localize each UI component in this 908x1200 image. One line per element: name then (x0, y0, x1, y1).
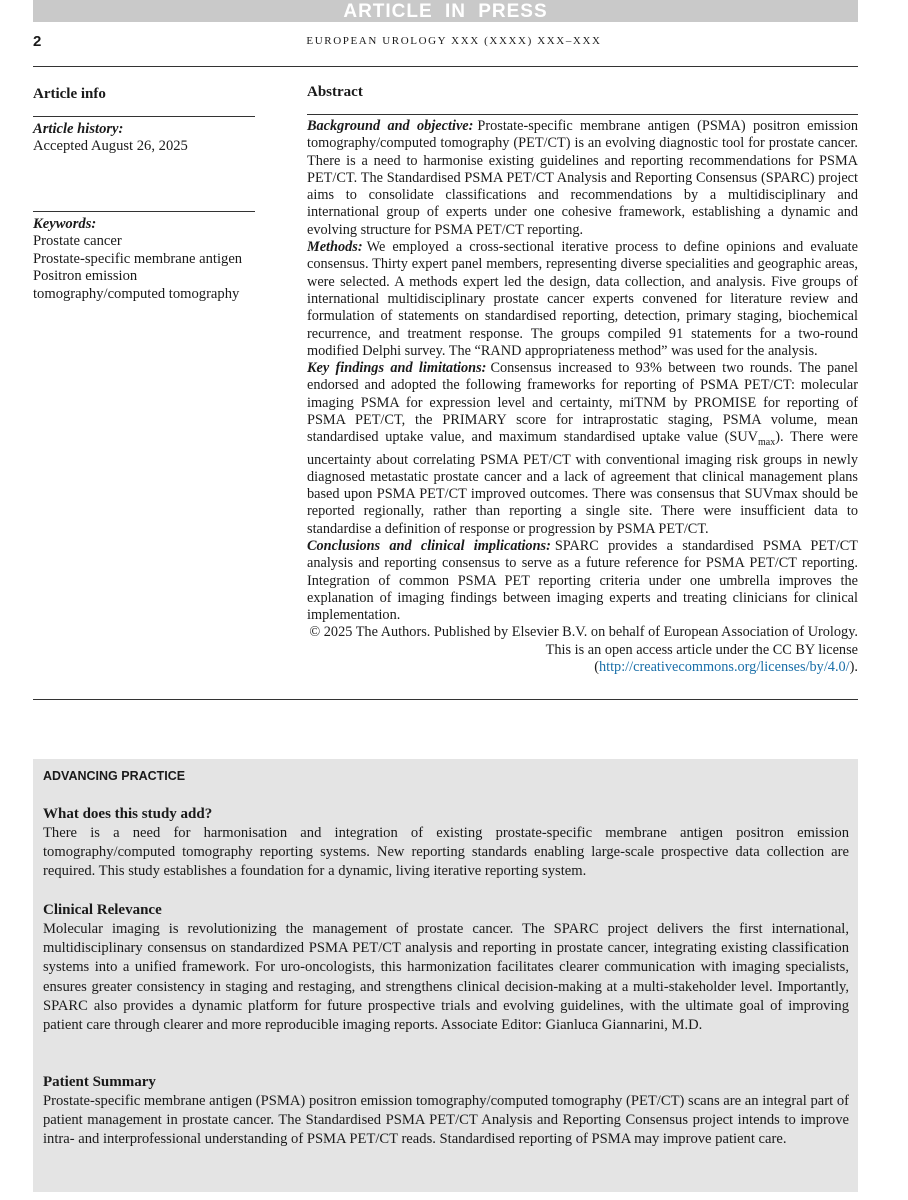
background-text: Prostate-specific membrane antigen (PSMA) positron emission tomography/computed tomography (PET/CT) is an evolving diagnostic tool for prostate cancer. There is a need to harmonise existing guidelines and reporting recommendations for PSMA PET/CT. The Standardised PSMA PET/CT Analysis and Reporting Consensus (SPARC) project aims to consolidate classifications and recommendations by a multidisciplinary and international group of experts under one cohesive framework, establishing a dynamic and evolving structure for PSMA PET/CT reporting. (307, 118, 859, 238)
abstract-bottom-rule (33, 699, 858, 700)
article-info-rule-2 (33, 211, 255, 212)
keywords-label: Keywords: (33, 216, 97, 232)
clinical-relevance-section (43, 901, 849, 1035)
findings-label: Key findings and limitations: (307, 360, 487, 377)
keyword-item: Prostate cancer (33, 233, 122, 250)
conclusions-label: Conclusions and clinical implications: (307, 537, 551, 554)
keywords (33, 216, 258, 303)
page-number: 2 (33, 33, 42, 50)
findings-text-1: Consensus increased to 93% between two rounds. The panel endorsed and adopted the following frameworks for reporting of PSMA PET/CT: molecular imaging PSMA for expression level and certainty, miTNM by PROMISE for reporting of PSMA PET/CT, the PRIMARY score for intraprostatic staging, PSMA volume, mean standardised uptake value, and maximum standardised uptake value (SUV (307, 360, 859, 446)
article-info-heading: Article info (33, 86, 106, 102)
keyword-item: Prostate-specific membrane antigen (33, 250, 243, 267)
article-history (33, 121, 258, 156)
copyright-notice (307, 624, 858, 676)
abstract-findings (307, 360, 858, 538)
findings-subscript: max (758, 437, 776, 449)
article-history-label: Article history: (33, 121, 124, 137)
abstract-methods (307, 239, 858, 360)
clinical-relevance-text: Molecular imaging is revolutionizing the management of prostate cancer. The SPARC project delivers the first international, multidisciplinary consensus on standardized PSMA PET/CT analysis and reporting in prostate cancer, integrating existing classification systems into a unified framework. For uro-oncologists, this harmonization facilitates clearer communication with imaging specialists, ensures greater consistency in staging and restaging, and strengthens clinical decision-making at a multi-stakeholder level. Importantly, SPARC also provides a dynamic platform for future prospective trials and evolving guidelines, with the ultimate goal of improving patient care through clearer and more reproducible imaging reports. Associate Editor: Gianluca Giannarini, M.D. (43, 921, 849, 1034)
article-info-rule-1 (33, 116, 255, 117)
header-rule (33, 66, 858, 67)
conclusions-text: SPARC provides a standardised PSMA PET/CT analysis and reporting consensus to serve as a future reference for PSMA PET/CT reporting. Integration of common PSMA PET reporting criteria under one umbrella improves the explanation of imaging findings between imaging experts and treating clinicians for clinical implementation. (307, 537, 858, 624)
patient-summary-heading: Patient Summary (43, 1074, 156, 1090)
background-label: Background and objective: (307, 118, 474, 134)
abstract-heading: Abstract (307, 84, 363, 100)
clinical-relevance-heading: Clinical Relevance (43, 902, 162, 918)
advancing-practice-box (33, 759, 858, 1192)
study-add-heading: What does this study add? (43, 806, 213, 822)
findings-text-2: ). There were uncertainty about correlating PSMA PET/CT with conventional imaging risk groups in newly diagnosed metastatic prostate cancer and a lack of agreement that clinical management plans based upon PSMA PET/CT improved outcomes. There was consensus that SUVmax should be reported regionally, rather than reporting a single site. There were insufficient data to standardise a definition of response or progression by PSMA PET/CT. (307, 429, 858, 537)
methods-text: We employed a cross-sectional iterative process to define opinions and evaluate consensus. Thirty expert panel members, representing diverse specialities and geographic areas, were selected. A methods expert led the design, data collection, and analysis. Five groups of international multidisciplinary prostate cancer experts convened for literature review and formulation of statements on standardised reporting, detection, primary staging, biochemical recurrence, and treatment response. The groups compiled 91 statements for a two-round modified Delphi survey. The “RAND appropriateness method” was used for the analysis. (307, 239, 858, 359)
study-add-text: There is a need for harmonisation and integration of existing prostate-specific membrane antigen positron emission tomography/computed tomography reporting systems. New reporting standards enabling large-scale prospective data collection are required. This study establishes a foundation for a dynamic, living iterative reporting system. (43, 825, 849, 880)
article-history-value: Accepted August 26, 2025 (33, 138, 188, 155)
journal-running-head: EUROPEAN UROLOGY XXX (XXXX) XXX–XXX (306, 35, 602, 47)
abstract-background (307, 118, 858, 239)
copyright-end: ). (849, 659, 858, 676)
article-in-press-banner: ARTICLE IN PRESS (33, 0, 858, 22)
abstract-conclusions (307, 538, 858, 624)
keyword-item: Positron emission tomography/computed tomography (33, 268, 240, 302)
methods-label: Methods: (307, 239, 363, 256)
cc-license-link[interactable]: http://creativecommons.org/licenses/by/4.0/ (598, 659, 850, 676)
patient-summary-section (43, 1073, 849, 1150)
study-add-section (43, 805, 849, 882)
copyright-text: © 2025 The Authors. Published by Elsevier B.V. on behalf of European Association of Urology. This is an open access article under the CC BY license ( (309, 624, 858, 676)
patient-summary-text: Prostate-specific membrane antigen (PSMA) positron emission tomography/computed tomography (PET/CT) scans are an integral part of patient management in prostate cancer. The Standardised PSMA PET/CT Analysis and Reporting Consensus project intends to improve intra- and interprofessional understanding of PSMA PET/CT reads. Standardised reporting of PSMA may improve patient care. (43, 1093, 849, 1148)
advancing-practice-title: ADVANCING PRACTICE (43, 769, 186, 783)
abstract-body (307, 118, 858, 676)
abstract-heading-rule (307, 114, 858, 115)
